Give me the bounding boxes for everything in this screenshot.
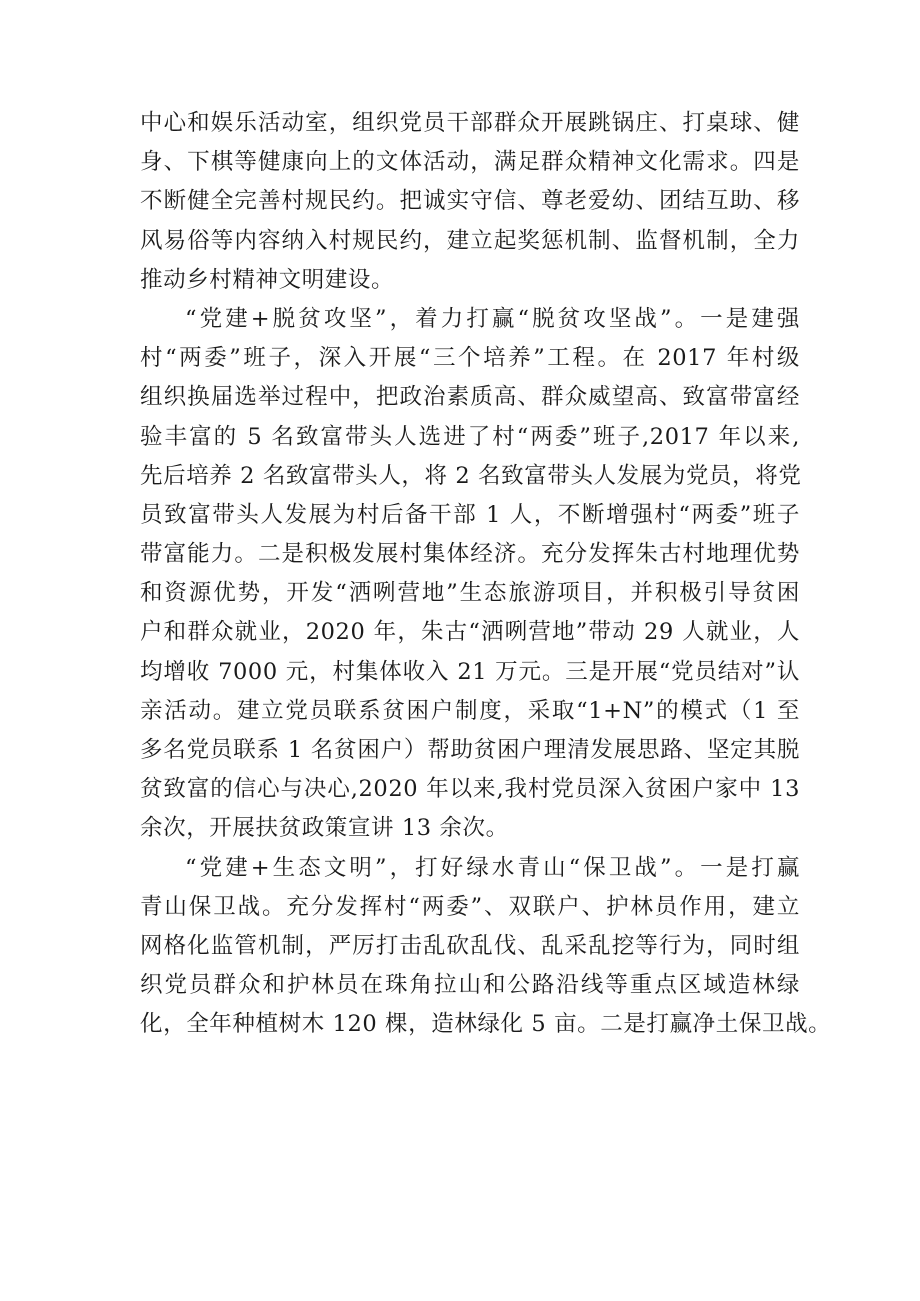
text-line: 户和群众就业，2020 年，朱古“洒咧营地”带动 29 人就业，人 (140, 619, 800, 646)
text-line: 余次，开展扶贫政策宣讲 13 余次。 (140, 815, 509, 842)
document-page (140, 104, 832, 1045)
text-line: 风易俗等内容纳入村规民约，建立起奖惩机制、监督机制，全力 (140, 227, 800, 254)
text-line: 员致富带头人发展为村后备干部 1 人，不断增强村“两委”班子 (140, 501, 800, 528)
text-line: 中心和娱乐活动室，组织党员干部群众开展跳锅庄、打桌球、健 (140, 110, 800, 136)
text-line: 组织换届选举过程中，把政治素质高、群众威望高、致富带富经 (140, 384, 800, 411)
text-line: 贫致富的信心与决心,2020 年以来,我村党员深入贫困户家中 13 (140, 776, 800, 803)
text-line: 推动乡村精神文明建设。 (140, 266, 395, 293)
text-line: 先后培养 2 名致富带头人，将 2 名致富带头人发展为党员，将党 (140, 462, 802, 489)
text-line: 亲活动。建立党员联系贫困户制度，采取“1+N”的模式（1 至 (140, 697, 800, 724)
text-line: 网格化监管机制，严厉打击乱砍乱伐、乱采乱挖等行为，同时组 (140, 932, 800, 959)
paragraph-poverty-alleviation (140, 300, 800, 849)
text-line: 青山保卫战。充分发挥村“两委”、双联户、护林员作用，建立 (140, 893, 800, 920)
text-line: 化，全年种植树木 120 棵，造林绿化 5 亩。二是打赢净土保卫战。 (140, 1011, 832, 1038)
text-line: 带富能力。二是积极发展村集体经济。充分发挥朱古村地理优势 (140, 541, 800, 568)
text-line: 和资源优势，开发“洒咧营地”生态旅游项目，并积极引导贫困 (140, 580, 800, 607)
paragraph-ecological-civilization (140, 849, 832, 1045)
text-line: 织党员群众和护林员在珠角拉山和公路沿线等重点区域造林绿 (140, 972, 800, 999)
text-line: 均增收 7000 元，村集体收入 21 万元。三是开展“党员结对”认 (140, 658, 800, 685)
text-line: 身、下棋等健康向上的文体活动，满足群众精神文化需求。四是 (140, 149, 800, 176)
text-line: 不断健全完善村规民约。把诚实守信、尊老爱幼、团结互助、移 (140, 188, 800, 215)
text-line: 村“两委”班子，深入开展“三个培养”工程。在 2017 年村级 (140, 345, 800, 372)
text-line: 验丰富的 5 名致富带头人选进了村“两委”班子,2017 年以来, (140, 423, 800, 450)
paragraph-continuation (140, 104, 800, 300)
text-line: “党建+生态文明”，打好绿水青山“保卫战”。一是打赢 (185, 854, 800, 881)
text-line: “党建+脱贫攻坚”，着力打赢“脱贫攻坚战”。一是建强 (185, 305, 800, 332)
text-line: 多名党员联系 1 名贫困户）帮助贫困户理清发展思路、坚定其脱 (140, 737, 800, 763)
